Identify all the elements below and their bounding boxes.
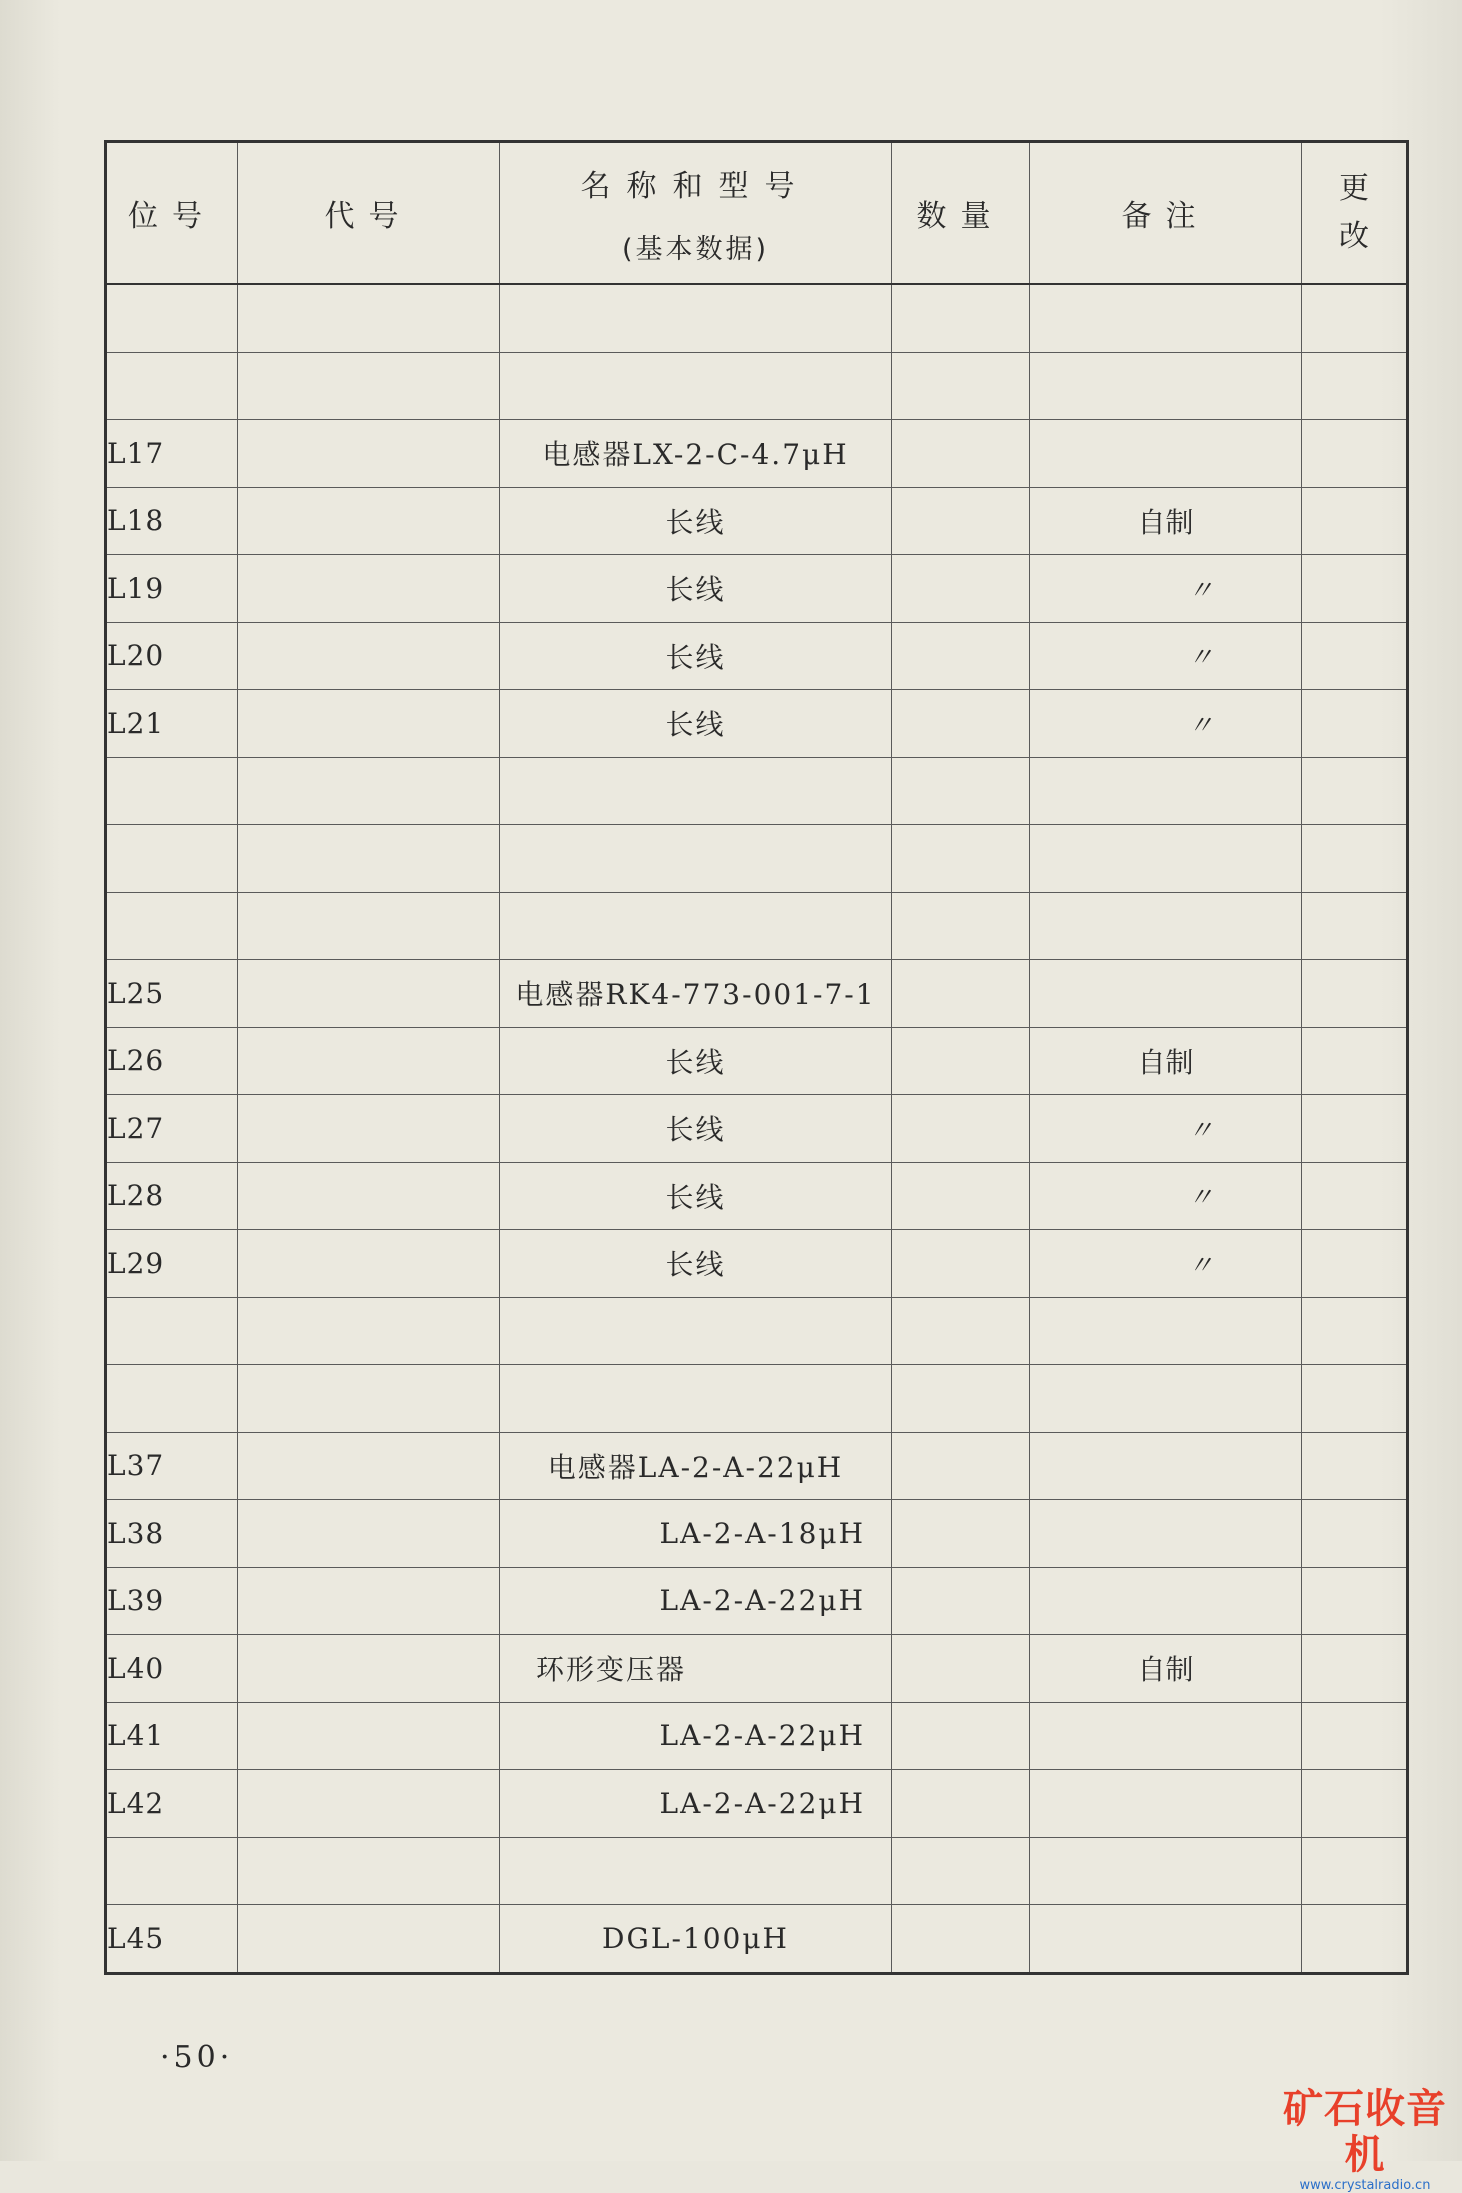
table-header-row	[106, 142, 1408, 285]
cell-note	[1030, 1702, 1302, 1770]
cell-position: L17	[106, 420, 238, 488]
cell-note	[1030, 284, 1302, 352]
cell-code	[238, 1432, 500, 1500]
cell-name-model: 长线	[500, 690, 892, 758]
cell-name-model	[500, 1837, 892, 1905]
cell-position: L20	[106, 622, 238, 690]
cell-change	[1302, 1297, 1408, 1365]
cell-change	[1302, 825, 1408, 893]
cell-name-model: LA-2-A-22μH	[500, 1702, 892, 1770]
cell-name-model: 长线	[500, 1230, 892, 1298]
cell-change	[1302, 622, 1408, 690]
cell-position	[106, 1297, 238, 1365]
table-row	[106, 1027, 1408, 1095]
cell-quantity	[892, 420, 1030, 488]
table-row	[106, 1837, 1408, 1905]
cell-position: L27	[106, 1095, 238, 1163]
cell-quantity	[892, 1567, 1030, 1635]
cell-position	[106, 825, 238, 893]
table-row	[106, 1230, 1408, 1298]
header-name-model	[500, 142, 892, 285]
cell-code	[238, 1567, 500, 1635]
cell-name-model	[500, 757, 892, 825]
cell-name-model: 环形变压器	[500, 1635, 892, 1703]
site-watermark	[1280, 2086, 1450, 2193]
cell-name-model	[500, 284, 892, 352]
cell-note: 〃	[1030, 690, 1302, 758]
cell-change	[1302, 757, 1408, 825]
table-row	[106, 1905, 1408, 1974]
cell-code	[238, 1635, 500, 1703]
cell-note: 〃	[1030, 1230, 1302, 1298]
cell-position	[106, 892, 238, 960]
cell-name-model: DGL-100μH	[500, 1905, 892, 1974]
cell-change	[1302, 690, 1408, 758]
cell-name-model	[500, 352, 892, 420]
cell-change	[1302, 1702, 1408, 1770]
cell-position: L25	[106, 960, 238, 1028]
cell-code	[238, 1905, 500, 1974]
cell-name-model: 长线	[500, 622, 892, 690]
table-row	[106, 690, 1408, 758]
cell-code	[238, 1162, 500, 1230]
cell-name-model: 长线	[500, 1162, 892, 1230]
cell-code	[238, 1230, 500, 1298]
cell-note	[1030, 1297, 1302, 1365]
cell-change	[1302, 1230, 1408, 1298]
cell-code	[238, 825, 500, 893]
table-row	[106, 892, 1408, 960]
cell-code	[238, 284, 500, 352]
cell-position: L37	[106, 1432, 238, 1500]
cell-quantity	[892, 960, 1030, 1028]
cell-note: 〃	[1030, 1095, 1302, 1163]
cell-change	[1302, 487, 1408, 555]
table-row	[106, 1365, 1408, 1433]
cell-quantity	[892, 757, 1030, 825]
cell-note: 自制	[1030, 487, 1302, 555]
cell-quantity	[892, 1770, 1030, 1838]
cell-quantity	[892, 1432, 1030, 1500]
cell-name-model	[500, 892, 892, 960]
cell-quantity	[892, 825, 1030, 893]
cell-position: L39	[106, 1567, 238, 1635]
table-row	[106, 1095, 1408, 1163]
cell-quantity	[892, 555, 1030, 623]
table-row	[106, 622, 1408, 690]
cell-position: L38	[106, 1500, 238, 1568]
cell-name-model	[500, 825, 892, 893]
cell-name-model: 电感器LA-2-A-22μH	[500, 1432, 892, 1500]
cell-name-model	[500, 1297, 892, 1365]
cell-position	[106, 757, 238, 825]
cell-quantity	[892, 487, 1030, 555]
cell-name-model: 长线	[500, 1027, 892, 1095]
cell-position: L40	[106, 1635, 238, 1703]
cell-change	[1302, 1500, 1408, 1568]
table-row	[106, 1770, 1408, 1838]
cell-code	[238, 690, 500, 758]
cell-position	[106, 1365, 238, 1433]
table-row	[106, 420, 1408, 488]
cell-note: 〃	[1030, 1162, 1302, 1230]
cell-code	[238, 1500, 500, 1568]
table-row	[106, 757, 1408, 825]
cell-note	[1030, 1365, 1302, 1433]
cell-name-model: LA-2-A-22μH	[500, 1770, 892, 1838]
cell-note: 〃	[1030, 555, 1302, 623]
header-change-label: 更改	[1339, 171, 1369, 254]
cell-position: L45	[106, 1905, 238, 1974]
table-row	[106, 1567, 1408, 1635]
cell-name-model: 长线	[500, 1095, 892, 1163]
header-position: 位号	[106, 142, 238, 285]
cell-name-model: 电感器LX-2-C-4.7μH	[500, 420, 892, 488]
cell-note	[1030, 352, 1302, 420]
cell-code	[238, 757, 500, 825]
cell-quantity	[892, 1635, 1030, 1703]
cell-quantity	[892, 622, 1030, 690]
cell-change	[1302, 1837, 1408, 1905]
header-name-title: 名称和型号	[580, 168, 811, 204]
cell-name-model: LA-2-A-18μH	[500, 1500, 892, 1568]
cell-position: L28	[106, 1162, 238, 1230]
cell-code	[238, 1702, 500, 1770]
cell-note: 〃	[1030, 622, 1302, 690]
cell-change	[1302, 1770, 1408, 1838]
cell-note	[1030, 757, 1302, 825]
cell-note	[1030, 960, 1302, 1028]
cell-code	[238, 352, 500, 420]
cell-code	[238, 420, 500, 488]
cell-code	[238, 1770, 500, 1838]
cell-note	[1030, 1837, 1302, 1905]
cell-note: 自制	[1030, 1027, 1302, 1095]
cell-change	[1302, 555, 1408, 623]
cell-quantity	[892, 892, 1030, 960]
cell-position: L21	[106, 690, 238, 758]
table-row	[106, 1297, 1408, 1365]
cell-change	[1302, 1432, 1408, 1500]
cell-quantity	[892, 352, 1030, 420]
cell-position: L26	[106, 1027, 238, 1095]
cell-name-model: 长线	[500, 487, 892, 555]
table-row	[106, 352, 1408, 420]
cell-position	[106, 284, 238, 352]
cell-change	[1302, 1162, 1408, 1230]
table-row	[106, 1432, 1408, 1500]
cell-note	[1030, 1770, 1302, 1838]
cell-quantity	[892, 690, 1030, 758]
cell-change	[1302, 284, 1408, 352]
cell-change	[1302, 420, 1408, 488]
table-row	[106, 555, 1408, 623]
cell-name-model: 电感器RK4-773-001-7-1	[500, 960, 892, 1028]
table-row	[106, 825, 1408, 893]
cell-code	[238, 1095, 500, 1163]
cell-code	[238, 1027, 500, 1095]
table-row	[106, 1635, 1408, 1703]
cell-quantity	[892, 1905, 1030, 1974]
table-row	[106, 960, 1408, 1028]
cell-code	[238, 622, 500, 690]
cell-quantity	[892, 1230, 1030, 1298]
cell-quantity	[892, 1162, 1030, 1230]
cell-code	[238, 1837, 500, 1905]
page-number: ·50·	[160, 2040, 234, 2075]
watermark-title: 矿石收音机	[1283, 2086, 1447, 2178]
cell-note	[1030, 825, 1302, 893]
cell-quantity	[892, 1500, 1030, 1568]
cell-position: L29	[106, 1230, 238, 1298]
cell-position: L42	[106, 1770, 238, 1838]
watermark-url: www.crystalradio.cn	[1299, 2178, 1431, 2193]
cell-code	[238, 555, 500, 623]
cell-change	[1302, 352, 1408, 420]
table-row	[106, 1500, 1408, 1568]
cell-name-model	[500, 1365, 892, 1433]
cell-change	[1302, 1635, 1408, 1703]
cell-note: 自制	[1030, 1635, 1302, 1703]
cell-note	[1030, 1432, 1302, 1500]
cell-code	[238, 487, 500, 555]
cell-change	[1302, 892, 1408, 960]
cell-quantity	[892, 1837, 1030, 1905]
parts-list-table	[104, 140, 1409, 1975]
cell-position: L18	[106, 487, 238, 555]
cell-note	[1030, 1567, 1302, 1635]
cell-code	[238, 1297, 500, 1365]
cell-quantity	[892, 1702, 1030, 1770]
cell-quantity	[892, 1365, 1030, 1433]
cell-position: L41	[106, 1702, 238, 1770]
cell-position	[106, 1837, 238, 1905]
cell-change	[1302, 1365, 1408, 1433]
cell-quantity	[892, 1095, 1030, 1163]
cell-note	[1030, 892, 1302, 960]
cell-position: L19	[106, 555, 238, 623]
table-row	[106, 1162, 1408, 1230]
header-code: 代号	[238, 142, 500, 285]
cell-position	[106, 352, 238, 420]
header-name-subtitle: (基本数据)	[621, 233, 770, 265]
cell-code	[238, 960, 500, 1028]
table-row	[106, 1702, 1408, 1770]
cell-code	[238, 892, 500, 960]
cell-change	[1302, 1567, 1408, 1635]
table-row	[106, 487, 1408, 555]
table-row	[106, 284, 1408, 352]
cell-code	[238, 1365, 500, 1433]
cell-name-model: LA-2-A-22μH	[500, 1567, 892, 1635]
header-note: 备注	[1030, 142, 1302, 285]
cell-note	[1030, 1500, 1302, 1568]
cell-quantity	[892, 1027, 1030, 1095]
cell-quantity	[892, 284, 1030, 352]
header-change	[1302, 142, 1408, 285]
cell-note	[1030, 1905, 1302, 1974]
header-quantity: 数量	[892, 142, 1030, 285]
cell-change	[1302, 1905, 1408, 1974]
cell-change	[1302, 1027, 1408, 1095]
cell-quantity	[892, 1297, 1030, 1365]
cell-note	[1030, 420, 1302, 488]
cell-change	[1302, 960, 1408, 1028]
cell-change	[1302, 1095, 1408, 1163]
cell-name-model: 长线	[500, 555, 892, 623]
